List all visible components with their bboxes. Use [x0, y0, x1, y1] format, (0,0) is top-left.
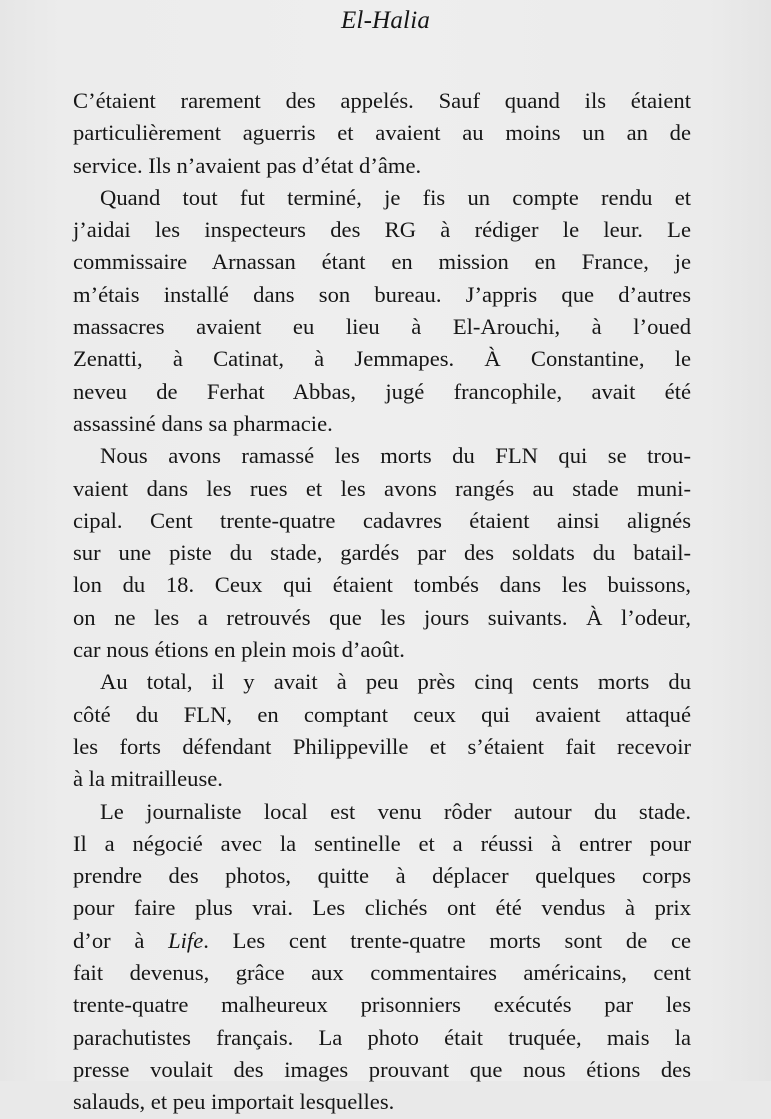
text-line: massacres avaient eu lieu à El-Arouchi, à l’oued	[73, 314, 691, 340]
text-line: Il a négocié avec la sentinelle et a réussi à entrer pour	[73, 830, 691, 856]
text-line: les forts défendant Philippeville et s’étaient fait recevoir	[73, 733, 691, 759]
text-line: Le journaliste local est venu rôder autour du stade.	[100, 798, 691, 824]
text-line: on ne les a retrouvés que les jours suivants. À l’odeur,	[73, 604, 691, 630]
paragraph-2	[73, 182, 691, 440]
paragraph-5	[73, 796, 691, 1119]
text-line: Zenatti, à Catinat, à Jemmapes. À Constantine, le	[73, 346, 691, 372]
paragraph-3	[73, 440, 691, 666]
text-line: car nous étions en plein mois d’août.	[73, 637, 405, 663]
text-line: particulièrement aguerris et avaient au moins un an de	[73, 120, 691, 146]
text-line: service. Ils n’avaient pas d’état d’âme.	[73, 152, 422, 178]
text-line: salauds, et peu importait lesquelles.	[73, 1089, 395, 1115]
text-line: trente-quatre malheureux prisonniers exécutés par les	[73, 992, 691, 1018]
text-line: parachutistes français. La photo était truquée, mais la	[73, 1024, 691, 1050]
running-head: El-Halia	[340, 7, 431, 34]
text-line: neveu de Ferhat Abbas, jugé francophile, avait été	[73, 378, 691, 404]
text-line: commissaire Arnassan étant en mission en France, je	[73, 249, 691, 275]
text-line: Quand tout fut terminé, je fis un compte rendu et	[100, 184, 691, 210]
text-line: côté du FLN, en comptant ceux qui avaient attaqué	[73, 701, 691, 727]
text-line: j’aidai les inspecteurs des RG à rédiger le leur. Le	[73, 217, 691, 243]
text-line: m’étais installé dans son bureau. J’appris que d’autres	[73, 281, 691, 307]
text-line: lon du 18. Ceux qui étaient tombés dans les buissons,	[73, 572, 691, 598]
text-line: vaient dans les rues et les avons rangés au stade muni-	[73, 475, 691, 501]
line-end: . Les cent trente-quatre morts sont de ce	[203, 927, 692, 953]
body-text	[73, 85, 691, 1119]
text-line: cipal. Cent trente-quatre cadavres étaient ainsi alignés	[73, 507, 691, 533]
text-line: C’étaient rarement des appelés. Sauf quand ils étaient	[73, 88, 691, 113]
text-line: assassiné dans sa pharmacie.	[73, 410, 333, 436]
line-start: d’or à	[73, 927, 169, 953]
text-line: fait devenus, grâce aux commentaires américains, cent	[73, 960, 691, 986]
paragraph-1	[73, 85, 691, 182]
text-line: pour faire plus vrai. Les clichés ont été vendus à prix	[73, 895, 691, 921]
text-line: Nous avons ramassé les morts du FLN qui se trou-	[100, 443, 691, 469]
paragraph-4	[73, 666, 691, 795]
text-line: Au total, il y avait à peu près cinq cents morts du	[100, 669, 691, 695]
text-line: à la mitrailleuse.	[73, 766, 223, 792]
italic-title: Life	[168, 927, 204, 953]
text-line-with-italic	[73, 925, 691, 957]
text-line: presse voulait des images prouvant que nous étions des	[73, 1056, 691, 1082]
text-line: prendre des photos, quitte à déplacer quelques corps	[73, 863, 691, 889]
text-line: sur une piste du stade, gardés par des soldats du batail-	[73, 540, 691, 566]
